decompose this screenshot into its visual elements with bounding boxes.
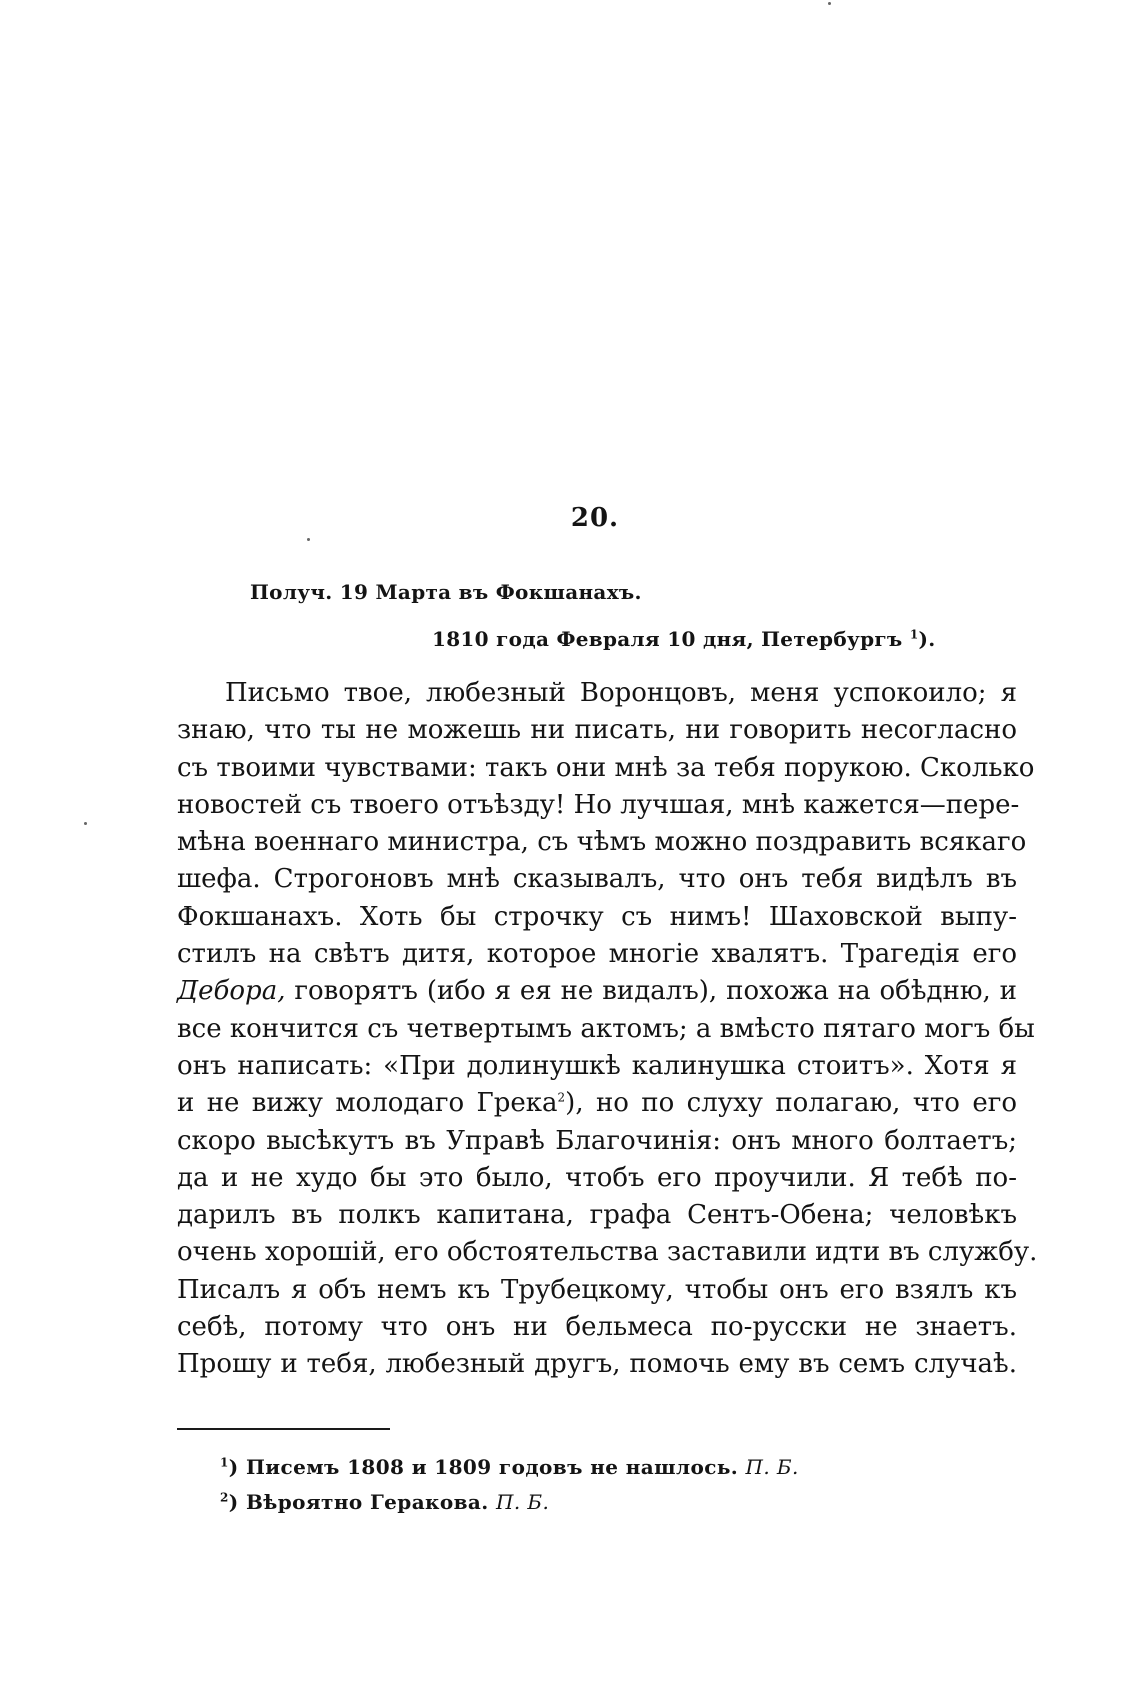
text-line: Писалъ я объ немъ къ Трубецкому, чтобы онъ его взялъ къ [177, 1274, 1017, 1305]
text-line [177, 1085, 1017, 1122]
text-line: съ твоими чувствами: такъ они мнѣ за тебя порукою. Сколько [177, 752, 1035, 783]
text-line: стилъ на свѣтъ дитя, которое многіе хвалятъ. Трагедія его [177, 939, 1017, 970]
text-line: знаю, что ты не можешь ни писать, ни говорить несогласно [177, 715, 1017, 746]
text-line: Фокшанахъ. Хоть бы строчку съ нимъ! Шаховской выпу- [177, 901, 1017, 932]
footnote-source: П. Б. [745, 1455, 799, 1479]
footnote-marker: 2 [220, 1490, 229, 1505]
text-line: дарилъ въ полкъ капитана, графа Сентъ-Обена; человѣкъ [177, 1200, 1017, 1231]
footnote-text: ) Вѣроятно Геракова. [228, 1490, 489, 1514]
text-line: шефа. Строгоновъ мнѣ сказывалъ, что онъ тебя видѣлъ въ [177, 864, 1017, 895]
play-title: Дебора, [177, 976, 286, 1007]
footnote-2 [220, 1490, 549, 1514]
dateline-text: 1810 года Февраля 10 дня, Петербургъ [432, 627, 903, 651]
text-line: очень хорошій, его обстоятельства заставили идти въ службу. [177, 1237, 1038, 1268]
footnote-1 [220, 1455, 799, 1479]
text-fragment: говорятъ (ибо я ея не видалъ), похожа на обѣдню, и [285, 976, 1017, 1007]
text-line: Прошу и тебя, любезный другъ, помочь ему въ семъ случаѣ. [177, 1349, 1017, 1380]
text-line: новостей съ твоего отъѣзду! Но лучшая, мнѣ кажется—пере- [177, 789, 1020, 820]
received-note: Получ. 19 Марта въ Фокшанахъ. [250, 580, 642, 604]
scan-speck [828, 2, 831, 5]
footnote-text: ) Писемъ 1808 и 1809 годовъ не нашлось. [228, 1455, 739, 1479]
text-line: мѣна военнаго министра, съ чѣмъ можно поздравить всякаго [177, 827, 1027, 858]
footnote-ref: 2 [557, 1090, 566, 1105]
footnote-ref: 1 [909, 627, 919, 642]
text-line: скоро высѣкутъ въ Управѣ Благочинія: онъ много болтаетъ; [177, 1125, 1017, 1156]
dateline: 1810 года Февраля 10 дня, Петербургъ $^1$). [432, 627, 936, 651]
footnote-source: П. Б. [496, 1490, 550, 1514]
text-line: все кончится съ четвертымъ актомъ; а вмѣсто пятаго могъ бы [177, 1013, 1035, 1044]
scan-speck [84, 822, 87, 825]
text-line: да и не худо бы это было, чтобъ его проучили. Я тебѣ по- [177, 1162, 1017, 1193]
page-number: 20. [570, 503, 620, 533]
text-line: себѣ, потому что онъ ни бельмеса по-русски не знаетъ. [177, 1312, 1017, 1343]
footnote-divider [177, 1428, 390, 1430]
text-line [177, 973, 1017, 1010]
letter-body [177, 675, 1038, 1384]
text-line: онъ написать: «При долинушкѣ калинушка стоитъ». Хотя я [177, 1050, 1017, 1081]
footnote-marker: 1 [220, 1455, 229, 1470]
scan-speck [307, 538, 310, 541]
text-fragment: и не вижу молодаго Грека [177, 1088, 558, 1119]
text-fragment: ), но по слуху полагаю, что его [565, 1088, 1017, 1119]
text-line: Письмо твое, любезный Воронцовъ, меня успокоило; я [225, 678, 1017, 708]
